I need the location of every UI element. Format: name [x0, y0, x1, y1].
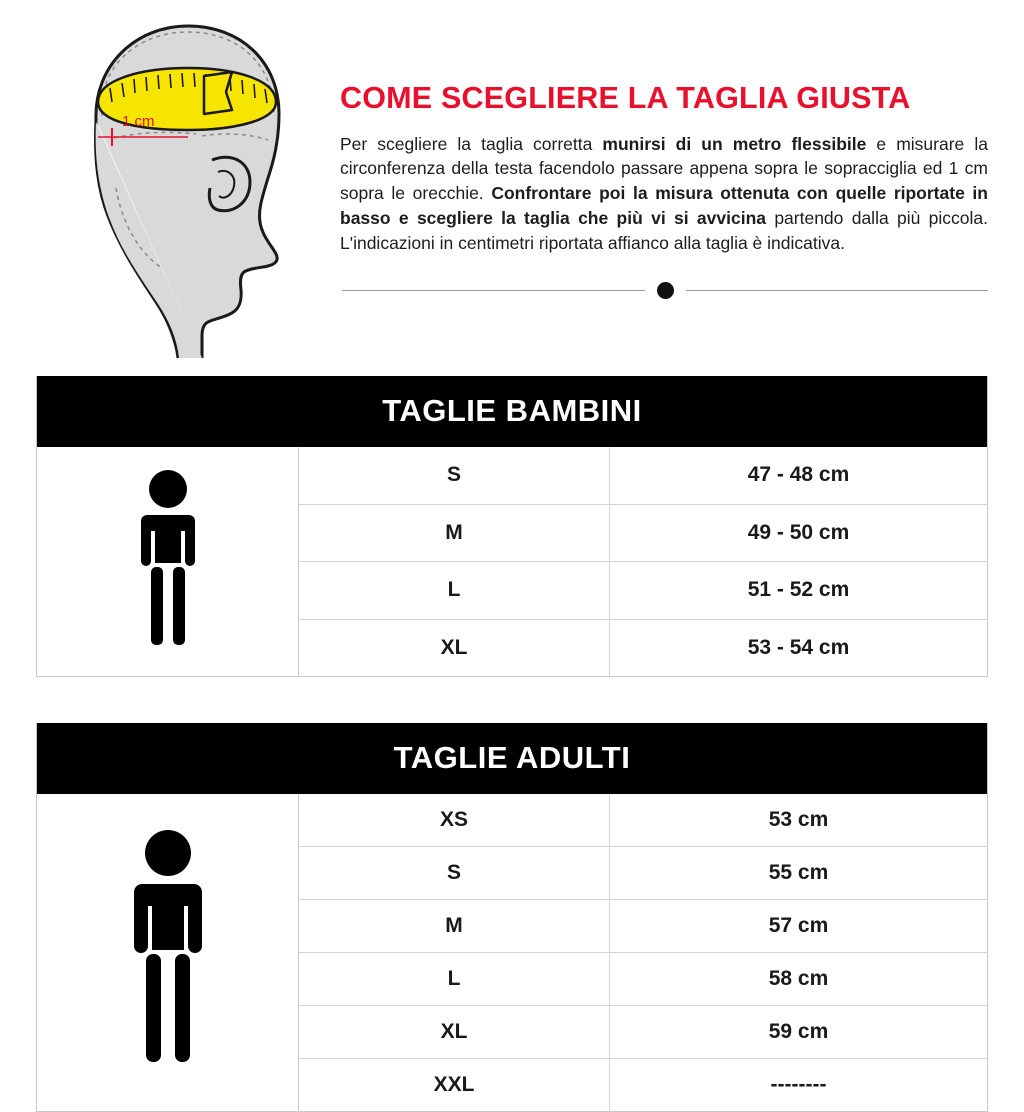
table-row	[299, 447, 987, 505]
size-measure: 49 - 50 cm	[747, 520, 850, 544]
size-label: M	[299, 505, 610, 562]
table-row	[299, 794, 987, 847]
intro-text-3: partendo dalla più piccola. L'indicazioni in centimetri riportata affianco alla taglia è indicativa.	[340, 208, 989, 253]
divider-line-right	[686, 290, 989, 291]
table-row	[299, 900, 987, 953]
size-label: L	[299, 562, 610, 619]
child-figure-icon	[37, 447, 299, 676]
divider-line-left	[342, 290, 645, 291]
table-row	[299, 562, 987, 620]
intro-bold-2: Confrontare poi la misura ottenuta con quelle riportate in basso e scegliere la taglia che più vi si avvicina	[340, 183, 988, 229]
size-label: S	[299, 447, 610, 504]
table-title-adulti: TAGLIE ADULTI	[37, 723, 987, 794]
size-label: XS	[299, 794, 610, 846]
table-row	[299, 1059, 987, 1111]
size-label: XL	[299, 1006, 610, 1058]
head-measurement-illustration	[36, 10, 326, 360]
size-label: M	[299, 900, 610, 952]
section-divider	[340, 282, 988, 299]
size-label: S	[299, 847, 610, 899]
size-measure: 59 cm	[768, 1020, 829, 1043]
divider-dot	[657, 282, 674, 299]
size-label: XXL	[299, 1059, 610, 1111]
page-title: COME SCEGLIERE LA TAGLIA GIUSTA	[340, 81, 911, 115]
size-measure: 47 - 48 cm	[747, 463, 850, 486]
size-table-bambini	[36, 376, 988, 677]
table-row	[299, 505, 987, 563]
table-row	[299, 847, 987, 900]
size-rows-bambini	[299, 447, 987, 676]
table-row	[299, 620, 987, 677]
size-measure: 55 cm	[768, 861, 829, 884]
size-table-adulti	[36, 723, 988, 1112]
size-measure: 51 - 52 cm	[747, 578, 850, 601]
intro-section	[0, 0, 1024, 360]
size-measure: 53 cm	[768, 808, 829, 831]
table-row	[299, 1006, 987, 1059]
measure-label: 1 cm	[122, 113, 155, 130]
size-measure: 57 cm	[768, 914, 829, 937]
intro-text-2: e misurare la circonferenza della testa facendolo passare appena sopra le sopracciglia ed 1 cm sopra le orecchie.	[340, 133, 988, 204]
table-title-bambini: TAGLIE BAMBINI	[37, 376, 987, 447]
intro-paragraph	[340, 132, 988, 256]
adult-figure-icon	[37, 794, 299, 1111]
size-measure: 58 cm	[768, 967, 829, 990]
intro-bold-1: munirsi di un metro flessibile	[602, 133, 867, 154]
intro-text-1: Per scegliere la taglia corretta	[340, 133, 603, 154]
size-measure: --------	[770, 1073, 827, 1096]
size-label: L	[299, 953, 610, 1005]
size-measure: 53 - 54 cm	[747, 635, 850, 659]
size-label: XL	[299, 620, 610, 677]
table-row	[299, 953, 987, 1006]
size-rows-adulti	[299, 794, 987, 1111]
intro-text-block	[326, 10, 988, 360]
